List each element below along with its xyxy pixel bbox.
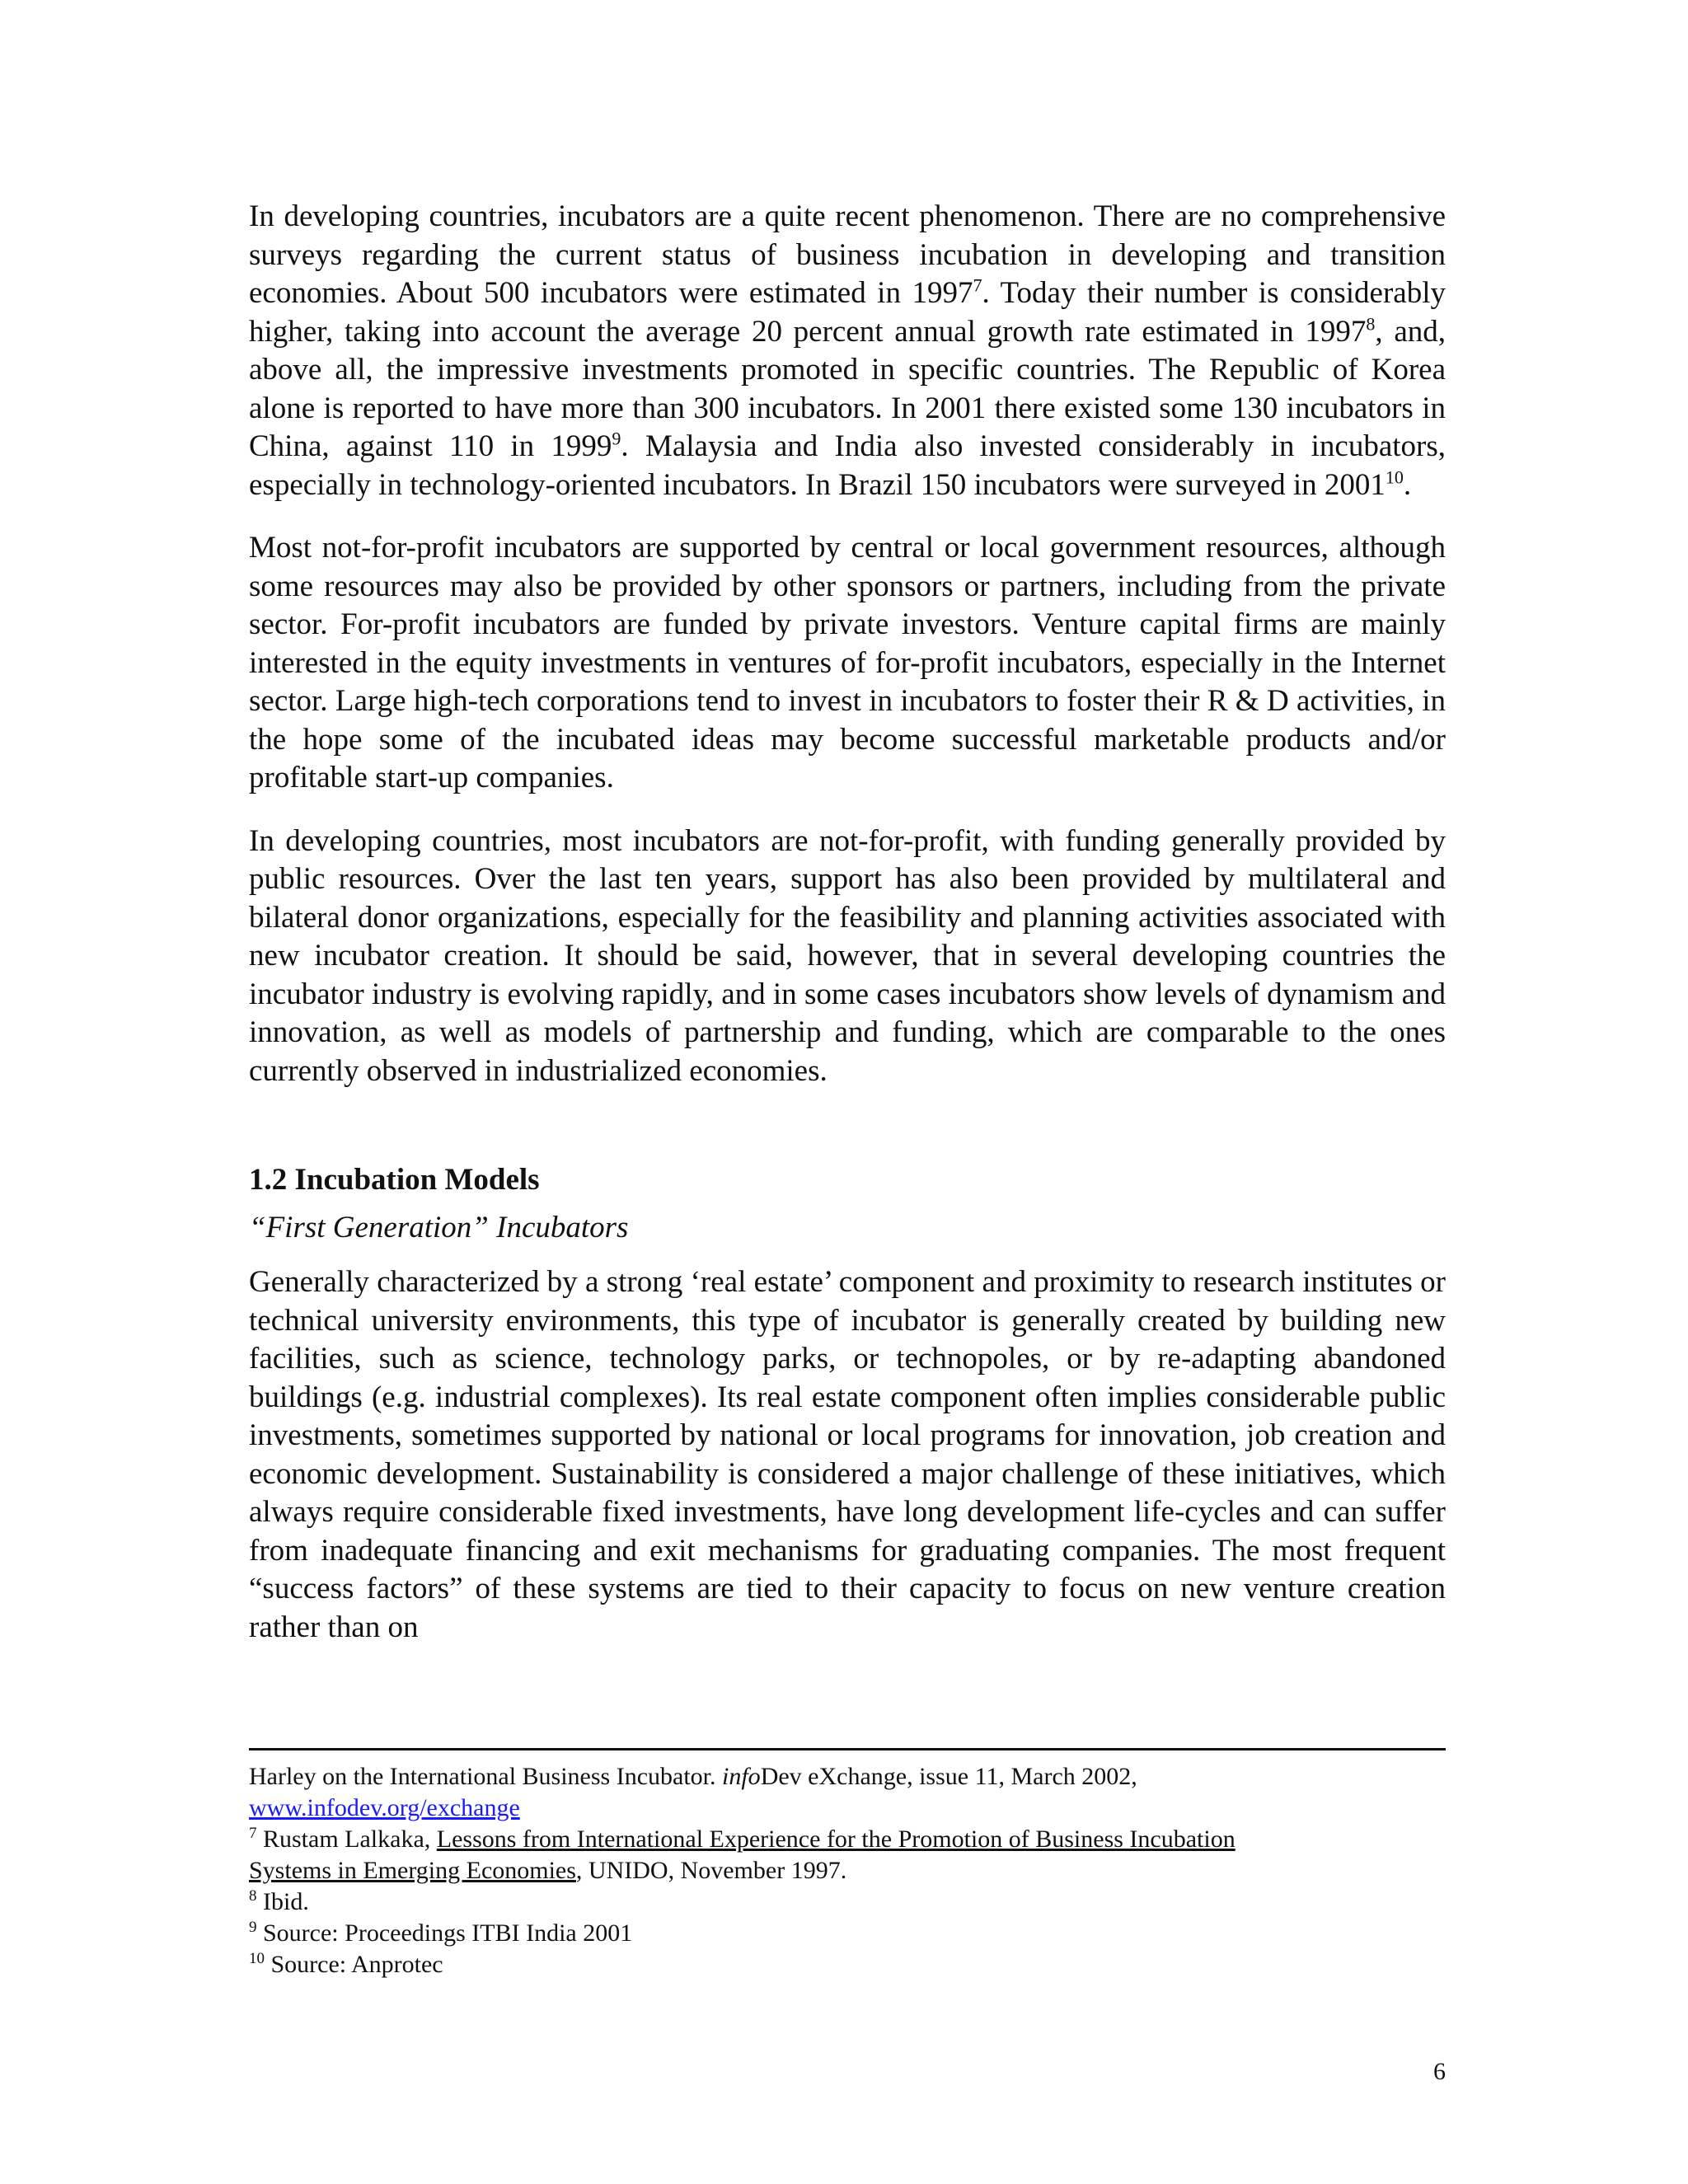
paragraph-text: In developing countries, incubators are a quite recent phenomenon. There are no comprehensive surveys regarding the current status of business incubation in developing and transition economies. About 500 incubators were estimated in 1997	[249, 199, 1446, 310]
footnote-8: $^8$ Ibid.	[249, 1887, 309, 1915]
paragraph-text: . Malaysia and India also invested considerably in incubators, especially in technology-oriented incubators. In Brazil 150 incubators were surveyed in 2001	[249, 429, 1446, 502]
footnote-7-continued: Systems in Emerging Economies, UNIDO, November 1997.	[249, 1857, 847, 1884]
footnote-ref-8[interactable]: 8	[1366, 313, 1376, 335]
footnotes	[249, 1761, 1446, 1980]
footnote-10: $^{10}$ Source: Anprotec	[249, 1950, 443, 1978]
paragraph-text: . Today their number is considerably higher, taking into account the average 20 percent annual growth rate estimated in 1997	[249, 276, 1447, 349]
paragraph-first-generation: Generally characterized by a strong ‘real estate’ component and proximity to research institutes or technical university environments, this type of incubator is generally created by building new facilities, such as science, technology parks, or technopoles, or by re-adapting abandoned buildings (e.g. industrial complexes). Its real estate component often implies considerable public investments, sometimes supported by national or local programs for innovation, job creation and economic development. Sustainability is considered a major challenge of these initiatives, which always require considerable fixed investments, have long development life-cycles and can suffer from inadequate financing and exit mechanisms for graduating companies. The most frequent “success factors” of these systems are tied to their capacity to focus on new venture creation rather than on	[249, 1265, 1446, 1644]
footnote-divider	[249, 1748, 1446, 1750]
page-number: 6	[1433, 2058, 1446, 2085]
footnote-continued: Harley on the International Business Incubator. infoDev eXchange, issue 11, March 2002,	[249, 1763, 1137, 1790]
footnote-ref-7[interactable]: 7	[973, 274, 982, 296]
main-content	[249, 198, 1446, 1671]
footnote-7-title: Lessons from International Experience for the Promotion of Business Incubation	[436, 1825, 1236, 1853]
footnote-link-line	[249, 1793, 1446, 1824]
paragraph-not-for-profit: In developing countries, most incubators are not-for-profit, with funding generally provided by public resources. Over the last ten years, support has also been provided by multilateral and bilateral donor organizations, especially for the feasibility and planning activities associated with new incubator creation. It should be said, however, that in several developing countries the incubator industry is evolving rapidly, and in some cases incubators show levels of dynamism and innovation, as well as models of partnership and funding, which are comparable to the ones currently observed in industrialized economies.	[249, 823, 1446, 1088]
paragraph-text: .	[1403, 467, 1412, 502]
footnote-9: $^9$ Source: Proceedings ITBI India 2001	[249, 1919, 633, 1947]
paragraph-incubators-developing	[249, 198, 1446, 504]
paragraph-funding: Most not-for-profit incubators are supported by central or local government resources, although some resources may also be provided by other sponsors or partners, including from the private sector. For-profit incubators are funded by private investors. Venture capital firms are mainly interested in the equity investments in ventures of for-profit incubators, especially in the Internet sector. Large high-tech corporations tend to invest in incubators to foster their R & D activities, in the hope some of the incubated ideas may become successful marketable products and/or profitable start-up companies.	[249, 531, 1446, 794]
footnote-ref-10[interactable]: 10	[1385, 466, 1404, 488]
section-heading: 1.2 Incubation Models	[249, 1163, 540, 1197]
subsection-heading: “First Generation” Incubators	[249, 1211, 629, 1244]
infodev-link[interactable]: www.infodev.org/exchange	[249, 1794, 520, 1821]
footnote-ref-9[interactable]: 9	[612, 428, 621, 449]
footnote-7: $^7$ Rustam Lalkaka, Lessons from International Experience for the Promotion of Business Incubation	[249, 1825, 1236, 1853]
paragraph-text: , and, above all, the impressive investments promoted in specific countries. The Republic of Korea alone is reported to have more than 300 incubators. In 2001 there existed some 130 incubators in China, against 110 in 1999	[249, 314, 1446, 463]
